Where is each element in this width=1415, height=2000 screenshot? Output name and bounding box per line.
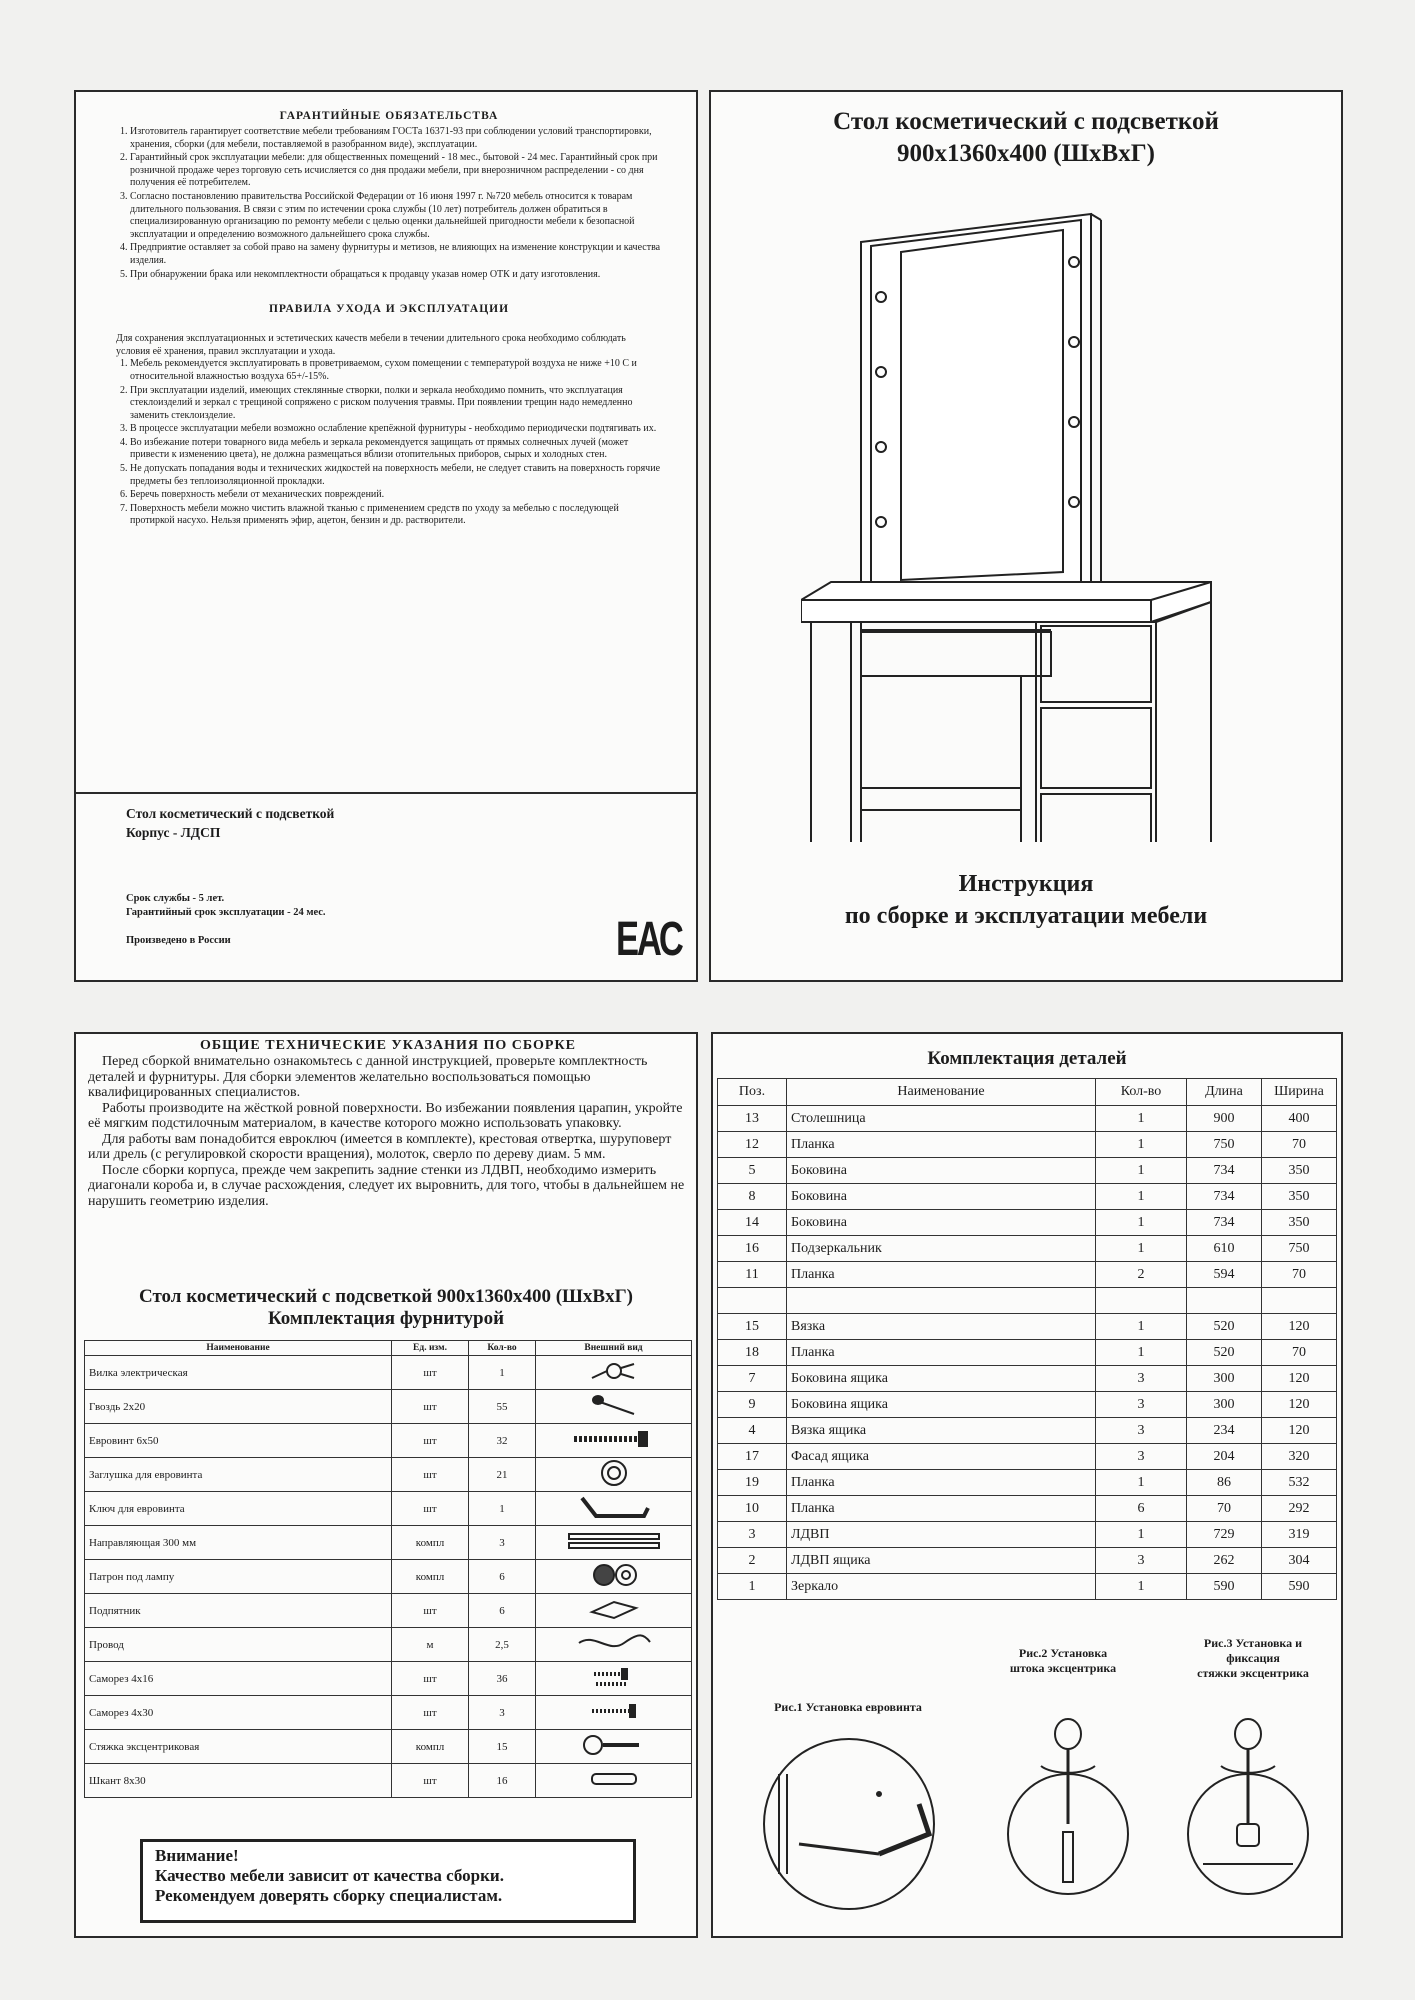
list-item: 5. При обнаружении брака или некомплектности обращаться к продавцу указав номер ОТК и дату изготовления.	[130, 269, 662, 282]
table-row	[85, 1526, 692, 1560]
part-name: ЛДВП ящика	[787, 1548, 1096, 1574]
table-header-row	[85, 1341, 692, 1356]
warning-line1: Внимание!	[155, 1846, 239, 1865]
product-info	[126, 804, 506, 842]
plug-icon	[584, 1358, 644, 1384]
table-row	[718, 1574, 1337, 1600]
fig1-drawing	[759, 1734, 939, 1914]
part-name: Планка	[787, 1470, 1096, 1496]
kit-title-line1: Стол косметический с подсветкой 900x1360x400 (ШxВxГ)	[139, 1286, 633, 1307]
part-pos: 15	[718, 1314, 787, 1340]
table-row	[718, 1184, 1337, 1210]
vanity-table-drawing	[801, 202, 1241, 842]
list-item: 4. Предприятие оставляет за собой право на замену фурнитуры и метизов, не влияющих на изменение конструкции и качества изделия.	[130, 242, 662, 267]
list-item: 6. Беречь поверхность мебели от механических повреждений.	[130, 489, 662, 502]
screw-long-icon	[584, 1698, 644, 1724]
glide-pad-icon	[584, 1596, 644, 1622]
item-qty: 1	[469, 1356, 536, 1390]
assembly-panel	[74, 1032, 698, 1938]
item-unit: шт	[392, 1696, 469, 1730]
table-row	[85, 1764, 692, 1798]
table-row	[85, 1356, 692, 1390]
item-qty: 16	[469, 1764, 536, 1798]
table-row	[718, 1340, 1337, 1366]
dowel-icon	[584, 1766, 644, 1792]
part-width: 350	[1262, 1210, 1337, 1236]
part-qty: 3	[1096, 1548, 1187, 1574]
part-length: 86	[1187, 1470, 1262, 1496]
col-name: Наименование	[787, 1079, 1096, 1106]
part-pos: 11	[718, 1262, 787, 1288]
part-pos: 12	[718, 1132, 787, 1158]
fig2-caption	[983, 1646, 1143, 1676]
item-name: Направляющая 300 мм	[85, 1526, 392, 1560]
instruction-line1: Инструкция	[958, 871, 1094, 897]
part-name: Боковина	[787, 1210, 1096, 1236]
confirmat-screw-icon	[569, 1426, 659, 1452]
part-length: 750	[1187, 1132, 1262, 1158]
kit-title	[76, 1286, 696, 1330]
part-width: 120	[1262, 1366, 1337, 1392]
part-length: 520	[1187, 1314, 1262, 1340]
part-pos: 5	[718, 1158, 787, 1184]
part-length: 300	[1187, 1392, 1262, 1418]
table-row	[85, 1390, 692, 1424]
care-list	[116, 358, 662, 528]
made-in: Произведено в России	[126, 935, 231, 946]
table-row	[85, 1662, 692, 1696]
list-item: 5. Не допускать попадания воды и технических жидкостей на поверхность мебели, не следует ставить на поверхность горячие предметы без теплоизоляционной прокладки.	[130, 463, 662, 488]
table-header-row	[718, 1079, 1337, 1106]
table-row	[85, 1696, 692, 1730]
part-width: 320	[1262, 1444, 1337, 1470]
part-qty: 3	[1096, 1366, 1187, 1392]
item-unit: шт	[392, 1356, 469, 1390]
part-width: 350	[1262, 1184, 1337, 1210]
col-unit: Ед. изм.	[392, 1341, 469, 1356]
part-name: Планка	[787, 1496, 1096, 1522]
table-row	[85, 1458, 692, 1492]
service-info	[126, 892, 506, 948]
part-name: Подзеркальник	[787, 1236, 1096, 1262]
part-width: 590	[1262, 1574, 1337, 1600]
fig3-line2: фиксация	[1226, 1651, 1280, 1665]
part-pos: 4	[718, 1418, 787, 1444]
part-name: Планка	[787, 1132, 1096, 1158]
part-length: 734	[1187, 1158, 1262, 1184]
care-intro: Для сохранения эксплуатационных и эстетических качеств мебели в течении длительного срока необходимо соблюдать условия её хранения, правил эксплуатации и ухода.	[116, 333, 626, 357]
instruction-title	[711, 868, 1341, 932]
table-row	[718, 1132, 1337, 1158]
list-item: 7. Поверхность мебели можно чистить влажной тканью с применением средств по уходу за мебелью с последующей протиркой насухо. Нельзя применять эфир, ацетон, бензин и др. растворители.	[130, 503, 662, 528]
table-row	[85, 1730, 692, 1764]
item-unit: компл	[392, 1526, 469, 1560]
col-width: Ширина	[1262, 1079, 1337, 1106]
part-qty: 1	[1096, 1158, 1187, 1184]
drawer-rail-icon	[564, 1528, 664, 1554]
parts-body	[718, 1106, 1337, 1600]
table-row	[718, 1314, 1337, 1340]
item-qty: 6	[469, 1594, 536, 1628]
part-width: 400	[1262, 1106, 1337, 1132]
part-length: 204	[1187, 1444, 1262, 1470]
part-pos: 2	[718, 1548, 787, 1574]
table-row	[718, 1496, 1337, 1522]
part-width	[1262, 1288, 1337, 1314]
part-qty	[1096, 1288, 1187, 1314]
table-row	[718, 1236, 1337, 1262]
instruction-line2: по сборке и эксплуатации мебели	[844, 903, 1208, 929]
part-name: Планка	[787, 1262, 1096, 1288]
fig3-line3: стяжки эксцентрика	[1197, 1666, 1309, 1680]
parts-panel	[711, 1032, 1343, 1938]
part-length: 734	[1187, 1210, 1262, 1236]
part-pos: 14	[718, 1210, 787, 1236]
cover-title	[711, 106, 1341, 170]
item-name: Провод	[85, 1628, 392, 1662]
item-qty: 55	[469, 1390, 536, 1424]
table-row	[718, 1158, 1337, 1184]
part-width: 70	[1262, 1340, 1337, 1366]
part-length: 610	[1187, 1236, 1262, 1262]
table-row	[85, 1424, 692, 1458]
cap-icon	[594, 1458, 634, 1488]
table-row	[85, 1560, 692, 1594]
lamp-socket-icon	[584, 1560, 644, 1590]
part-pos: 9	[718, 1392, 787, 1418]
warranty-period: Гарантийный срок эксплуатации - 24 мес.	[126, 907, 326, 918]
fig1-caption: Рис.1 Установка евровинта	[774, 1700, 922, 1714]
table-row	[85, 1628, 692, 1662]
part-qty: 3	[1096, 1392, 1187, 1418]
part-pos: 19	[718, 1470, 787, 1496]
part-width: 750	[1262, 1236, 1337, 1262]
table-row	[718, 1366, 1337, 1392]
warranty-panel	[74, 90, 698, 982]
item-name: Стяжка эксцентриковая	[85, 1730, 392, 1764]
part-width: 70	[1262, 1132, 1337, 1158]
table-row	[718, 1418, 1337, 1444]
item-qty: 32	[469, 1424, 536, 1458]
part-width: 120	[1262, 1392, 1337, 1418]
part-length: 900	[1187, 1106, 1262, 1132]
list-item: 4. Во избежание потери товарного вида мебель и зеркала рекомендуется защищать от прямых солнечных лучей (может привести к изменению цвета), не должна размещаться вблизи отопительных приборов, сырых и холодных стен.	[130, 437, 662, 462]
fig2-line2: штока эксцентрика	[1009, 1661, 1117, 1675]
item-unit: шт	[392, 1662, 469, 1696]
table-row	[718, 1106, 1337, 1132]
part-width: 120	[1262, 1418, 1337, 1444]
warning-line2: Качество мебели зависит от качества сборки.	[155, 1866, 504, 1885]
item-name: Саморез 4x16	[85, 1662, 392, 1696]
part-qty: 6	[1096, 1496, 1187, 1522]
assembly-warning	[140, 1839, 636, 1923]
parts-table	[717, 1078, 1337, 1600]
kit-title-line2: Комплектация фурнитурой	[267, 1308, 505, 1329]
table-row	[85, 1492, 692, 1526]
part-width: 70	[1262, 1262, 1337, 1288]
table-row	[718, 1392, 1337, 1418]
eac-mark: ЕАС	[616, 913, 682, 966]
nail-icon	[584, 1392, 644, 1418]
care-title: ПРАВИЛА УХОДА И ЭКСПЛУАТАЦИИ	[268, 303, 510, 316]
general-title: ОБЩИЕ ТЕХНИЧЕСКИЕ УКАЗАНИЯ ПО СБОРКЕ	[200, 1038, 576, 1053]
part-qty: 1	[1096, 1314, 1187, 1340]
fig2-line1: Рис.2 Установка	[1018, 1646, 1108, 1660]
part-length: 234	[1187, 1418, 1262, 1444]
list-item: 1. Изготовитель гарантирует соответствие мебели требованиям ГОСТа 16371-93 при соблюдении условий транспортировки, хранения, сборки (для мебели, поставляемой в разобранном виде), эксплуатации.	[130, 126, 662, 151]
fig3-caption	[1173, 1636, 1333, 1681]
table-row	[718, 1522, 1337, 1548]
item-unit: шт	[392, 1390, 469, 1424]
cam-lock-icon	[579, 1732, 649, 1758]
col-qty: Кол-во	[1096, 1079, 1187, 1106]
part-length: 734	[1187, 1184, 1262, 1210]
table-row	[718, 1548, 1337, 1574]
list-item: 3. Согласно постановлению правительства Российской Федерации от 16 июня 1997 г. №720 мебель относится к товарам длительного пользования. В связи с этим по истечении срока службы (10 лет) потребитель должен обратиться в специализированную организацию по ремонту мебели с целью оценки дальнейшей пригодности мебели к безопасной эксплуатации и определению возможного дальнейшего срока службы.	[130, 191, 662, 241]
part-pos: 13	[718, 1106, 787, 1132]
part-name: Боковина	[787, 1158, 1096, 1184]
part-qty: 1	[1096, 1574, 1187, 1600]
warranty-title: ГАРАНТИЙНЫЕ ОБЯЗАТЕЛЬСТВА	[279, 110, 499, 122]
col-qty: Кол-во	[469, 1341, 536, 1356]
part-name: Боковина	[787, 1184, 1096, 1210]
part-name: Вязка ящика	[787, 1418, 1096, 1444]
table-row	[718, 1470, 1337, 1496]
col-length: Длина	[1187, 1079, 1262, 1106]
part-name: Планка	[787, 1340, 1096, 1366]
part-length: 520	[1187, 1340, 1262, 1366]
part-qty: 1	[1096, 1210, 1187, 1236]
table-row	[718, 1210, 1337, 1236]
cover-title-line2: 900x1360x400 (ШxВxГ)	[897, 140, 1155, 167]
paragraph: Для работы вам понадобится евроключ (имеется в комплекте), крестовая отвертка, шуруповерт или дрель (с регулировкой скорости вращения), молоток, сверло по дереву диам. 5 мм.	[88, 1131, 672, 1162]
list-item: 3. В процессе эксплуатации мебели возможно ослабление крепёжной фурнитуры - необходимо периодически подтягивать их.	[130, 423, 662, 436]
part-width: 292	[1262, 1496, 1337, 1522]
divider	[76, 792, 696, 794]
item-unit: шт	[392, 1492, 469, 1526]
item-unit: компл	[392, 1560, 469, 1594]
part-pos: 18	[718, 1340, 787, 1366]
part-length	[1187, 1288, 1262, 1314]
part-width: 319	[1262, 1522, 1337, 1548]
item-name: Шкант 8x30	[85, 1764, 392, 1798]
part-qty: 1	[1096, 1340, 1187, 1366]
list-item: 2. При эксплуатации изделий, имеющих стеклянные створки, полки и зеркала необходимо помнить, что эксплуатация стеклоизделий и зеркал с трещиной сопряжено с риском получения травмы. При появлении трещин надо немедленно заменить стеклоизделие.	[130, 385, 662, 423]
fig3-line1: Рис.3 Установка и	[1203, 1636, 1303, 1650]
part-pos: 7	[718, 1366, 787, 1392]
table-row	[85, 1594, 692, 1628]
part-length: 300	[1187, 1366, 1262, 1392]
item-name: Заглушка для евровинта	[85, 1458, 392, 1492]
part-length: 729	[1187, 1522, 1262, 1548]
item-qty: 21	[469, 1458, 536, 1492]
paragraph: После сборки корпуса, прежде чем закрепить задние стенки из ЛДВП, необходимо измерить диагонали короба и, в случае расхождения, следует их выровнить, для того, чтобы в дальнейшем не нарушить геометрию изделия.	[88, 1162, 685, 1209]
part-name: ЛДВП	[787, 1522, 1096, 1548]
part-name	[787, 1288, 1096, 1314]
item-name: Гвоздь 2x20	[85, 1390, 392, 1424]
part-pos: 8	[718, 1184, 787, 1210]
item-name: Подпятник	[85, 1594, 392, 1628]
item-name: Ключ для евровинта	[85, 1492, 392, 1526]
part-length: 594	[1187, 1262, 1262, 1288]
part-name: Столешница	[787, 1106, 1096, 1132]
warranty-list	[116, 126, 662, 281]
item-qty: 2,5	[469, 1628, 536, 1662]
item-unit: компл	[392, 1730, 469, 1764]
item-name: Саморез 4x30	[85, 1696, 392, 1730]
part-qty: 1	[1096, 1470, 1187, 1496]
part-pos: 1	[718, 1574, 787, 1600]
part-qty: 3	[1096, 1418, 1187, 1444]
item-qty: 36	[469, 1662, 536, 1696]
part-name: Зеркало	[787, 1574, 1096, 1600]
item-qty: 15	[469, 1730, 536, 1764]
product-material: Корпус - ЛДСП	[126, 825, 221, 840]
part-qty: 1	[1096, 1184, 1187, 1210]
hardware-table	[84, 1340, 692, 1798]
item-name: Евровинт 6x50	[85, 1424, 392, 1458]
cover-panel	[709, 90, 1343, 982]
part-pos: 10	[718, 1496, 787, 1522]
list-item: 1. Мебель рекомендуется эксплуатировать в проветриваемом, сухом помещении с температурой воздуха не ниже +10 С и относительной влажностью воздуха 65+/-15%.	[130, 358, 662, 383]
service-life: Срок службы - 5 лет.	[126, 893, 225, 904]
part-qty: 1	[1096, 1236, 1187, 1262]
item-qty: 3	[469, 1526, 536, 1560]
part-qty: 1	[1096, 1522, 1187, 1548]
part-qty: 2	[1096, 1262, 1187, 1288]
item-qty: 3	[469, 1696, 536, 1730]
part-length: 590	[1187, 1574, 1262, 1600]
part-length: 70	[1187, 1496, 1262, 1522]
part-pos: 17	[718, 1444, 787, 1470]
part-qty: 1	[1096, 1132, 1187, 1158]
part-width: 120	[1262, 1314, 1337, 1340]
item-name: Патрон под лампу	[85, 1560, 392, 1594]
general-instructions	[88, 1034, 688, 1209]
wire-icon	[574, 1630, 654, 1656]
part-length: 262	[1187, 1548, 1262, 1574]
paragraph: Работы производите на жёсткой ровной поверхности. Во избежании появления царапин, укройте её мягким подстилочным материалом, в качестве которого можно использовать упаковку.	[88, 1100, 683, 1131]
fig3-drawing	[1183, 1714, 1313, 1914]
item-name: Вилка электрическая	[85, 1356, 392, 1390]
cover-title-line1: Стол косметический с подсветкой	[833, 108, 1219, 135]
fig2-drawing	[1003, 1714, 1133, 1914]
part-width: 304	[1262, 1548, 1337, 1574]
product-name: Стол косметический с подсветкой	[126, 806, 335, 821]
part-name: Фасад ящика	[787, 1444, 1096, 1470]
col-name: Наименование	[85, 1341, 392, 1356]
item-unit: м	[392, 1628, 469, 1662]
item-unit: шт	[392, 1594, 469, 1628]
part-qty: 3	[1096, 1444, 1187, 1470]
part-pos: 16	[718, 1236, 787, 1262]
part-width: 350	[1262, 1158, 1337, 1184]
table-row	[718, 1444, 1337, 1470]
item-unit: шт	[392, 1424, 469, 1458]
part-width: 532	[1262, 1470, 1337, 1496]
list-item: 2. Гарантийный срок эксплуатации мебели: для общественных помещений - 18 мес., бытовой - 24 мес. Гарантийный срок при розничной продаже через торговую сеть исчисляется со дня продажи мебели, при внерозничном распределении - со дня получения её потребителем.	[130, 152, 662, 190]
part-name: Боковина ящика	[787, 1392, 1096, 1418]
part-pos	[718, 1288, 787, 1314]
hex-key-icon	[574, 1492, 654, 1522]
part-pos: 3	[718, 1522, 787, 1548]
warning-line3: Рекомендуем доверять сборку специалистам.	[155, 1886, 503, 1905]
paragraph: Перед сборкой внимательно ознакомьтесь с данной инструкцией, проверьте комплектность деталей и фурнитуры. Для сборки элементов желательно воспользоваться помощью квалифицированных специалистов.	[88, 1054, 648, 1100]
item-qty: 1	[469, 1492, 536, 1526]
table-row	[718, 1262, 1337, 1288]
item-unit: шт	[392, 1764, 469, 1798]
col-appearance: Внешний вид	[536, 1341, 692, 1356]
part-name: Вязка	[787, 1314, 1096, 1340]
item-qty: 6	[469, 1560, 536, 1594]
table-row	[718, 1288, 1337, 1314]
col-pos: Поз.	[718, 1079, 787, 1106]
item-unit: шт	[392, 1458, 469, 1492]
part-name: Боковина ящика	[787, 1366, 1096, 1392]
parts-title: Комплектация деталей	[927, 1048, 1127, 1069]
screw-short-icon	[584, 1664, 644, 1690]
part-qty: 1	[1096, 1106, 1187, 1132]
